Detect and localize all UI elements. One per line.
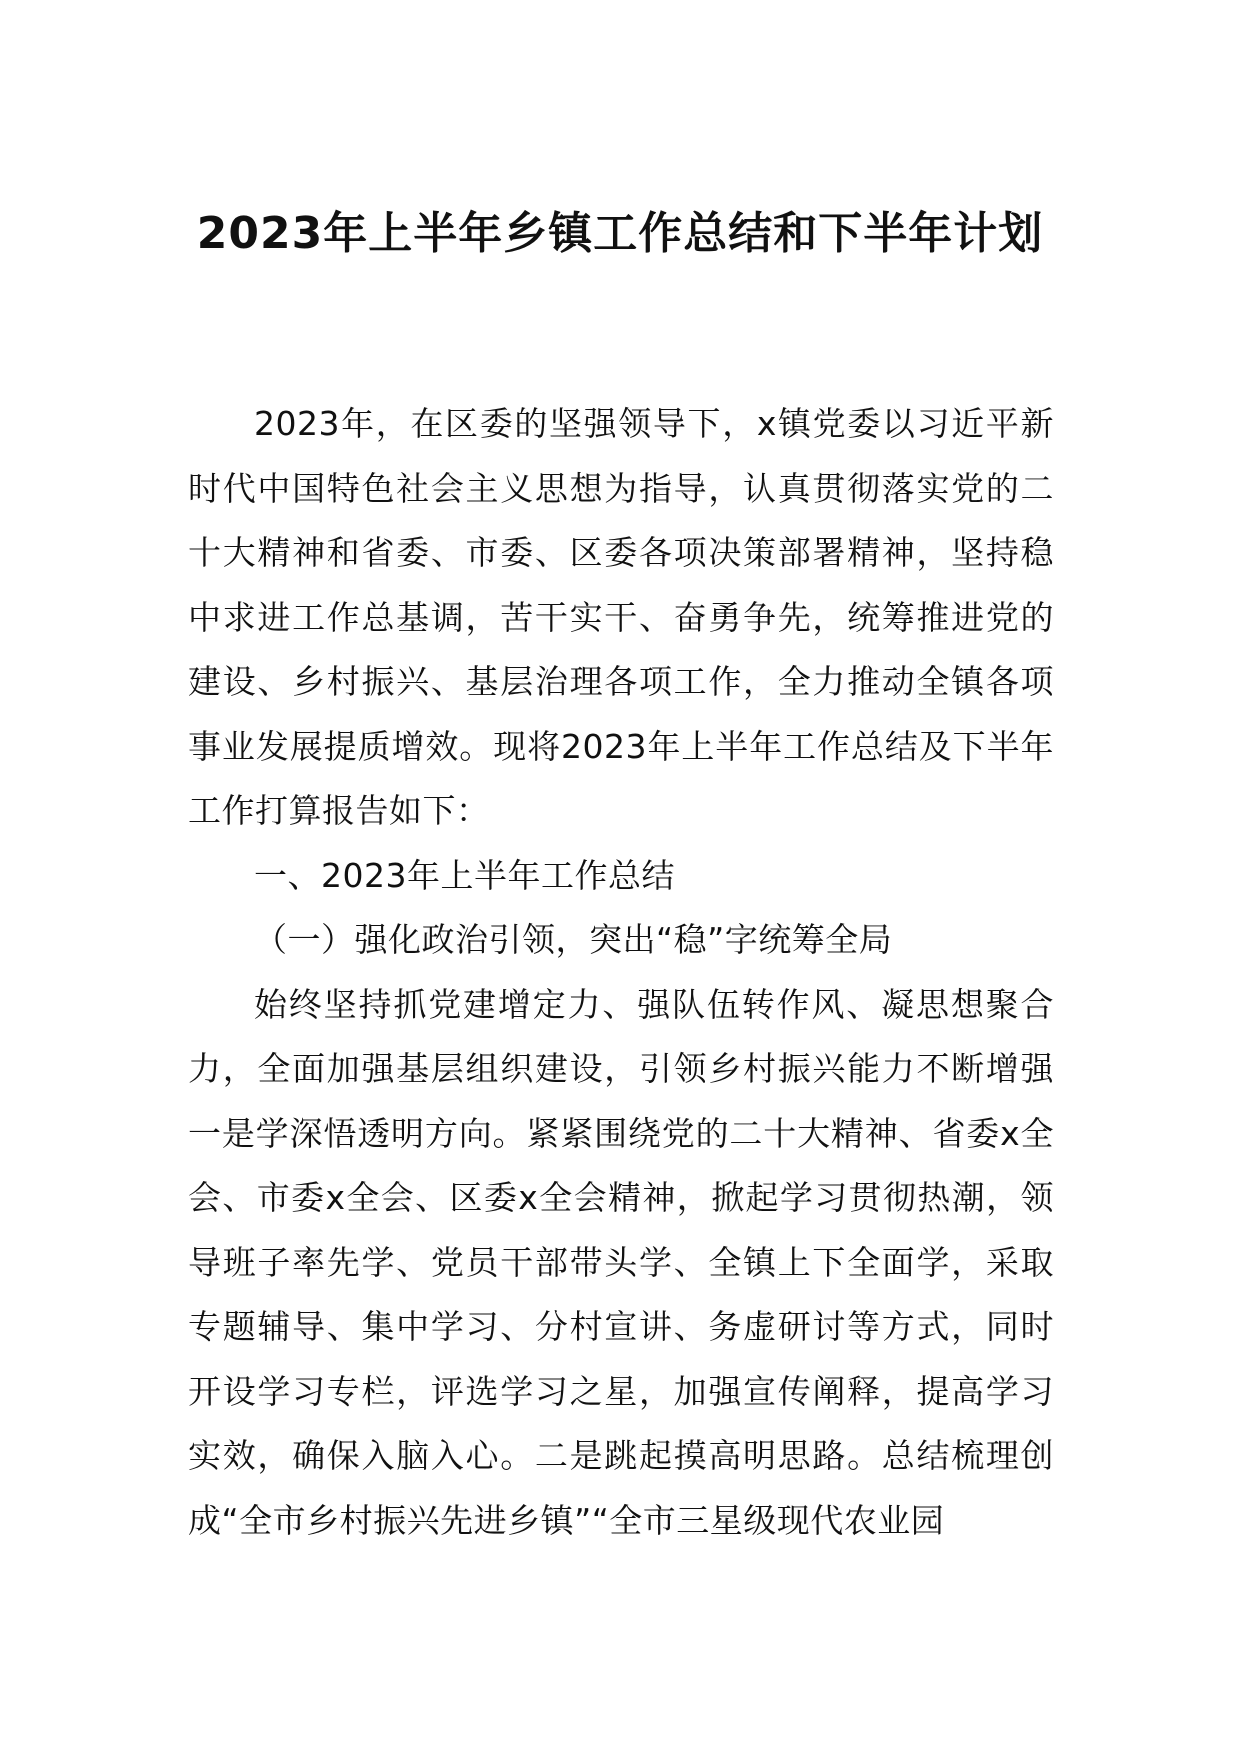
document-title: 2023年上半年乡镇工作总结和下半年计划 [196, 208, 1044, 259]
section-heading: 一、2023年上半年工作总结 [254, 855, 675, 895]
body-paragraph: 始终坚持抓党建增定力、强队伍转作风、凝思想聚合力，全面加强基层组织建设，引领乡村振兴能力不断增强一是学深悟透明方向。紧紧围绕党的二十大精神、省委x全会、市委x全会、区委x全会精神，掀起学习贯彻热潮，领导班子率先学、党员干部带头学、全镇上下全面学，采取专题辅导、集中学习、分村宣讲、务虚研讨等方式，同时开设学习专栏，评选学习之星，加强宣传阐释，提高学习实效，确保入脑入心。二是跳起摸高明思路。总结梳理创成“全市乡村振兴先进乡镇”“全市三星级现代农业园 [188, 984, 1054, 1540]
intro-paragraph: 2023年，在区委的坚强领导下，x镇党委以习近平新时代中国特色社会主义思想为指导，认真贯彻落实党的二十大精神和省委、市委、区委各项决策部署精神，坚持稳中求进工作总基调，苦干实干、奋勇争先，统筹推进党的建设、乡村振兴、基层治理各项工作，全力推动全镇各项事业发展提质增效。现将2023年上半年工作总结及下半年工作打算报告如下： [188, 404, 1054, 830]
subsection-heading: （一）强化政治引领，突出“稳”字统筹全局 [254, 920, 893, 959]
document-body [188, 392, 1054, 1553]
